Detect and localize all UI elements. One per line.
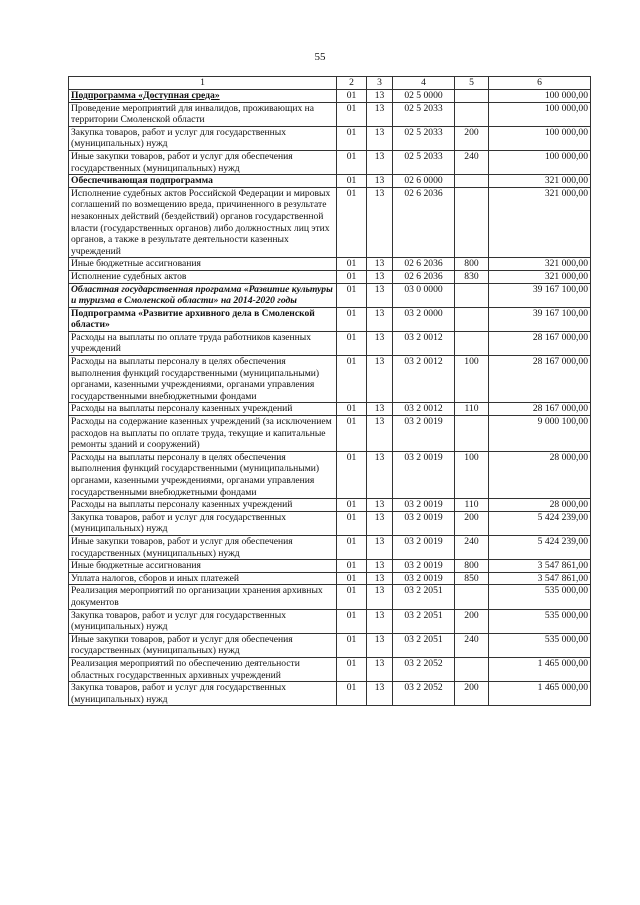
row-target-code-cell: 03 2 0000 — [393, 307, 455, 331]
row-target-code-cell: 02 6 2036 — [393, 187, 455, 258]
row-name-cell: Закупка товаров, работ и услуг для государственных (муниципальных) нужд — [69, 609, 337, 633]
row-target-code-cell: 03 0 0000 — [393, 283, 455, 307]
row-name-cell: Иные бюджетные ассигнования — [69, 258, 337, 271]
row-subsection-cell: 13 — [367, 102, 393, 126]
table-row — [69, 150, 591, 174]
row-expense-type-cell — [455, 187, 489, 258]
row-name-cell: Уплата налогов, сборов и иных платежей — [69, 572, 337, 585]
row-subsection-cell: 13 — [367, 187, 393, 258]
row-expense-type-cell — [455, 283, 489, 307]
table-row — [69, 258, 591, 271]
row-target-code-cell: 03 2 0012 — [393, 403, 455, 416]
budget-table — [68, 76, 591, 706]
row-amount-cell: 100 000,00 — [489, 150, 591, 174]
row-subsection-cell: 13 — [367, 560, 393, 573]
row-section-cell: 01 — [337, 416, 367, 452]
row-expense-type-cell: 240 — [455, 150, 489, 174]
row-subsection-cell: 13 — [367, 283, 393, 307]
table-row — [69, 187, 591, 258]
row-expense-type-cell: 110 — [455, 499, 489, 512]
row-section-cell: 01 — [337, 609, 367, 633]
table-row — [69, 331, 591, 355]
row-name-cell: Областная государственная программа «Развитие культуры и туризма в Смоленской области» на 2014-2020 годы — [69, 283, 337, 307]
row-amount-cell: 39 167 100,00 — [489, 307, 591, 331]
row-amount-cell: 28 000,00 — [489, 451, 591, 498]
row-subsection-cell: 13 — [367, 356, 393, 403]
table-row — [69, 403, 591, 416]
header-row — [69, 77, 591, 90]
row-subsection-cell: 13 — [367, 535, 393, 559]
row-subsection-cell: 13 — [367, 682, 393, 706]
table-row — [69, 283, 591, 307]
row-expense-type-cell — [455, 657, 489, 681]
row-name-cell: Иные бюджетные ассигнования — [69, 560, 337, 573]
row-name-cell: Расходы на содержание казенных учреждений (за исключением расходов на выплаты по оплате труда, текущие и капитальные ремонты зданий и сооружений) — [69, 416, 337, 452]
row-amount-cell: 535 000,00 — [489, 585, 591, 609]
row-amount-cell: 100 000,00 — [489, 126, 591, 150]
table-row — [69, 572, 591, 585]
row-subsection-cell: 13 — [367, 90, 393, 103]
row-section-cell: 01 — [337, 175, 367, 188]
row-amount-cell: 321 000,00 — [489, 258, 591, 271]
row-name-cell: Реализация мероприятий по организации хранения архивных документов — [69, 585, 337, 609]
row-name-cell: Обеспечивающая подпрограмма — [69, 175, 337, 188]
row-name-cell: Иные закупки товаров, работ и услуг для обеспечения государственных (муниципальных) нужд — [69, 535, 337, 559]
row-section-cell: 01 — [337, 403, 367, 416]
row-target-code-cell: 03 2 0019 — [393, 511, 455, 535]
row-amount-cell: 5 424 239,00 — [489, 511, 591, 535]
row-name-cell: Закупка товаров, работ и услуг для государственных (муниципальных) нужд — [69, 126, 337, 150]
row-amount-cell: 3 547 861,00 — [489, 572, 591, 585]
row-subsection-cell: 13 — [367, 416, 393, 452]
row-section-cell: 01 — [337, 451, 367, 498]
column-header: 5 — [455, 77, 489, 90]
row-section-cell: 01 — [337, 560, 367, 573]
row-subsection-cell: 13 — [367, 307, 393, 331]
row-name-cell: Расходы на выплаты персоналу казенных учреждений — [69, 499, 337, 512]
row-section-cell: 01 — [337, 499, 367, 512]
table-row — [69, 451, 591, 498]
row-section-cell: 01 — [337, 258, 367, 271]
column-header: 3 — [367, 77, 393, 90]
row-expense-type-cell — [455, 416, 489, 452]
row-expense-type-cell: 800 — [455, 258, 489, 271]
row-name-cell: Подпрограмма «Развитие архивного дела в Смоленской области» — [69, 307, 337, 331]
table-row — [69, 175, 591, 188]
table-row — [69, 356, 591, 403]
row-target-code-cell: 02 6 2036 — [393, 258, 455, 271]
row-name-cell: Реализация мероприятий по обеспечению деятельности областных государственных архивных учреждений — [69, 657, 337, 681]
row-expense-type-cell: 200 — [455, 126, 489, 150]
row-section-cell: 01 — [337, 572, 367, 585]
row-name-cell: Расходы на выплаты персоналу в целях обеспечения выполнения функций государственными (муниципальными) органами, казенными учреждениями, органами управления государственными внебюджетными фондами — [69, 451, 337, 498]
row-section-cell: 01 — [337, 633, 367, 657]
row-name-cell: Закупка товаров, работ и услуг для государственных (муниципальных) нужд — [69, 511, 337, 535]
table-row — [69, 682, 591, 706]
row-amount-cell: 535 000,00 — [489, 633, 591, 657]
table-row — [69, 416, 591, 452]
row-target-code-cell: 02 5 2033 — [393, 150, 455, 174]
table-row — [69, 499, 591, 512]
row-subsection-cell: 13 — [367, 403, 393, 416]
table-row — [69, 270, 591, 283]
row-amount-cell: 9 000 100,00 — [489, 416, 591, 452]
column-header: 6 — [489, 77, 591, 90]
row-expense-type-cell: 240 — [455, 633, 489, 657]
table-row — [69, 633, 591, 657]
row-name-cell: Расходы на выплаты по оплате труда работников казенных учреждений — [69, 331, 337, 355]
row-section-cell: 01 — [337, 585, 367, 609]
row-amount-cell: 39 167 100,00 — [489, 283, 591, 307]
row-amount-cell: 100 000,00 — [489, 102, 591, 126]
row-section-cell: 01 — [337, 126, 367, 150]
row-amount-cell: 28 167 000,00 — [489, 403, 591, 416]
row-section-cell: 01 — [337, 657, 367, 681]
row-target-code-cell: 03 2 2051 — [393, 633, 455, 657]
page-number: 55 — [314, 51, 326, 63]
row-target-code-cell: 02 6 0000 — [393, 175, 455, 188]
table-row — [69, 657, 591, 681]
table-row — [69, 126, 591, 150]
row-expense-type-cell: 850 — [455, 572, 489, 585]
table-row — [69, 560, 591, 573]
row-target-code-cell: 03 2 2051 — [393, 609, 455, 633]
row-subsection-cell: 13 — [367, 270, 393, 283]
row-subsection-cell: 13 — [367, 511, 393, 535]
row-subsection-cell: 13 — [367, 175, 393, 188]
row-section-cell: 01 — [337, 535, 367, 559]
column-header: 2 — [337, 77, 367, 90]
row-amount-cell: 100 000,00 — [489, 90, 591, 103]
row-expense-type-cell: 800 — [455, 560, 489, 573]
table-row — [69, 535, 591, 559]
row-target-code-cell: 03 2 2052 — [393, 657, 455, 681]
row-subsection-cell: 13 — [367, 331, 393, 355]
row-expense-type-cell — [455, 90, 489, 103]
row-section-cell: 01 — [337, 356, 367, 403]
row-amount-cell: 1 465 000,00 — [489, 657, 591, 681]
row-section-cell: 01 — [337, 307, 367, 331]
row-name-cell: Исполнение судебных актов — [69, 270, 337, 283]
row-expense-type-cell — [455, 307, 489, 331]
row-name-cell: Закупка товаров, работ и услуг для государственных (муниципальных) нужд — [69, 682, 337, 706]
table-row — [69, 511, 591, 535]
row-subsection-cell: 13 — [367, 609, 393, 633]
row-amount-cell: 1 465 000,00 — [489, 682, 591, 706]
row-target-code-cell: 02 5 2033 — [393, 102, 455, 126]
table-row — [69, 585, 591, 609]
row-expense-type-cell — [455, 585, 489, 609]
row-amount-cell: 28 167 000,00 — [489, 356, 591, 403]
row-section-cell: 01 — [337, 270, 367, 283]
row-expense-type-cell: 830 — [455, 270, 489, 283]
row-amount-cell: 321 000,00 — [489, 175, 591, 188]
row-amount-cell: 321 000,00 — [489, 187, 591, 258]
row-expense-type-cell — [455, 331, 489, 355]
row-name-cell: Иные закупки товаров, работ и услуг для обеспечения государственных (муниципальных) нужд — [69, 150, 337, 174]
row-expense-type-cell — [455, 175, 489, 188]
row-subsection-cell: 13 — [367, 499, 393, 512]
table-row — [69, 102, 591, 126]
column-header: 1 — [69, 77, 337, 90]
row-target-code-cell: 02 5 2033 — [393, 126, 455, 150]
row-name-cell: Исполнение судебных актов Российской Федерации и мировых соглашений по возмещению вреда, причиненного в результате незаконных действий (бездействий) органов государственной власти (государственных органов) либо должностных лиц этих органов, а также в результате деятельности казенных учреждений — [69, 187, 337, 258]
row-section-cell: 01 — [337, 682, 367, 706]
row-expense-type-cell: 100 — [455, 356, 489, 403]
row-amount-cell: 3 547 861,00 — [489, 560, 591, 573]
row-name-cell: Иные закупки товаров, работ и услуг для обеспечения государственных (муниципальных) нужд — [69, 633, 337, 657]
row-name-cell: Расходы на выплаты персоналу казенных учреждений — [69, 403, 337, 416]
row-section-cell: 01 — [337, 511, 367, 535]
row-expense-type-cell — [455, 102, 489, 126]
row-name-cell: Проведение мероприятий для инвалидов, проживающих на территории Смоленской области — [69, 102, 337, 126]
row-expense-type-cell: 200 — [455, 511, 489, 535]
row-amount-cell: 28 167 000,00 — [489, 331, 591, 355]
row-subsection-cell: 13 — [367, 657, 393, 681]
row-section-cell: 01 — [337, 102, 367, 126]
table-row — [69, 609, 591, 633]
row-amount-cell: 28 000,00 — [489, 499, 591, 512]
row-section-cell: 01 — [337, 187, 367, 258]
row-expense-type-cell: 200 — [455, 682, 489, 706]
row-section-cell: 01 — [337, 283, 367, 307]
row-target-code-cell: 03 2 0012 — [393, 356, 455, 403]
row-target-code-cell: 02 6 2036 — [393, 270, 455, 283]
row-target-code-cell: 03 2 2052 — [393, 682, 455, 706]
row-expense-type-cell: 110 — [455, 403, 489, 416]
row-subsection-cell: 13 — [367, 126, 393, 150]
row-amount-cell: 535 000,00 — [489, 609, 591, 633]
row-target-code-cell: 03 2 0019 — [393, 416, 455, 452]
row-amount-cell: 321 000,00 — [489, 270, 591, 283]
row-subsection-cell: 13 — [367, 451, 393, 498]
row-target-code-cell: 03 2 0012 — [393, 331, 455, 355]
row-name-cell: Расходы на выплаты персоналу в целях обеспечения выполнения функций государственными (муниципальными) органами, казенными учреждениями, органами управления государственными внебюджетными фондами — [69, 356, 337, 403]
row-amount-cell: 5 424 239,00 — [489, 535, 591, 559]
row-target-code-cell: 03 2 0019 — [393, 572, 455, 585]
row-expense-type-cell: 240 — [455, 535, 489, 559]
row-target-code-cell: 03 2 0019 — [393, 560, 455, 573]
row-subsection-cell: 13 — [367, 633, 393, 657]
row-subsection-cell: 13 — [367, 258, 393, 271]
column-header: 4 — [393, 77, 455, 90]
row-target-code-cell: 03 2 0019 — [393, 499, 455, 512]
row-target-code-cell: 03 2 0019 — [393, 535, 455, 559]
row-target-code-cell: 03 2 2051 — [393, 585, 455, 609]
table-row — [69, 307, 591, 331]
row-section-cell: 01 — [337, 150, 367, 174]
row-subsection-cell: 13 — [367, 572, 393, 585]
row-expense-type-cell: 200 — [455, 609, 489, 633]
row-target-code-cell: 02 5 0000 — [393, 90, 455, 103]
row-section-cell: 01 — [337, 90, 367, 103]
row-name-cell: Подпрограмма «Доступная среда» — [69, 90, 337, 103]
row-expense-type-cell: 100 — [455, 451, 489, 498]
table-row — [69, 90, 591, 103]
row-target-code-cell: 03 2 0019 — [393, 451, 455, 498]
row-subsection-cell: 13 — [367, 585, 393, 609]
row-section-cell: 01 — [337, 331, 367, 355]
row-subsection-cell: 13 — [367, 150, 393, 174]
